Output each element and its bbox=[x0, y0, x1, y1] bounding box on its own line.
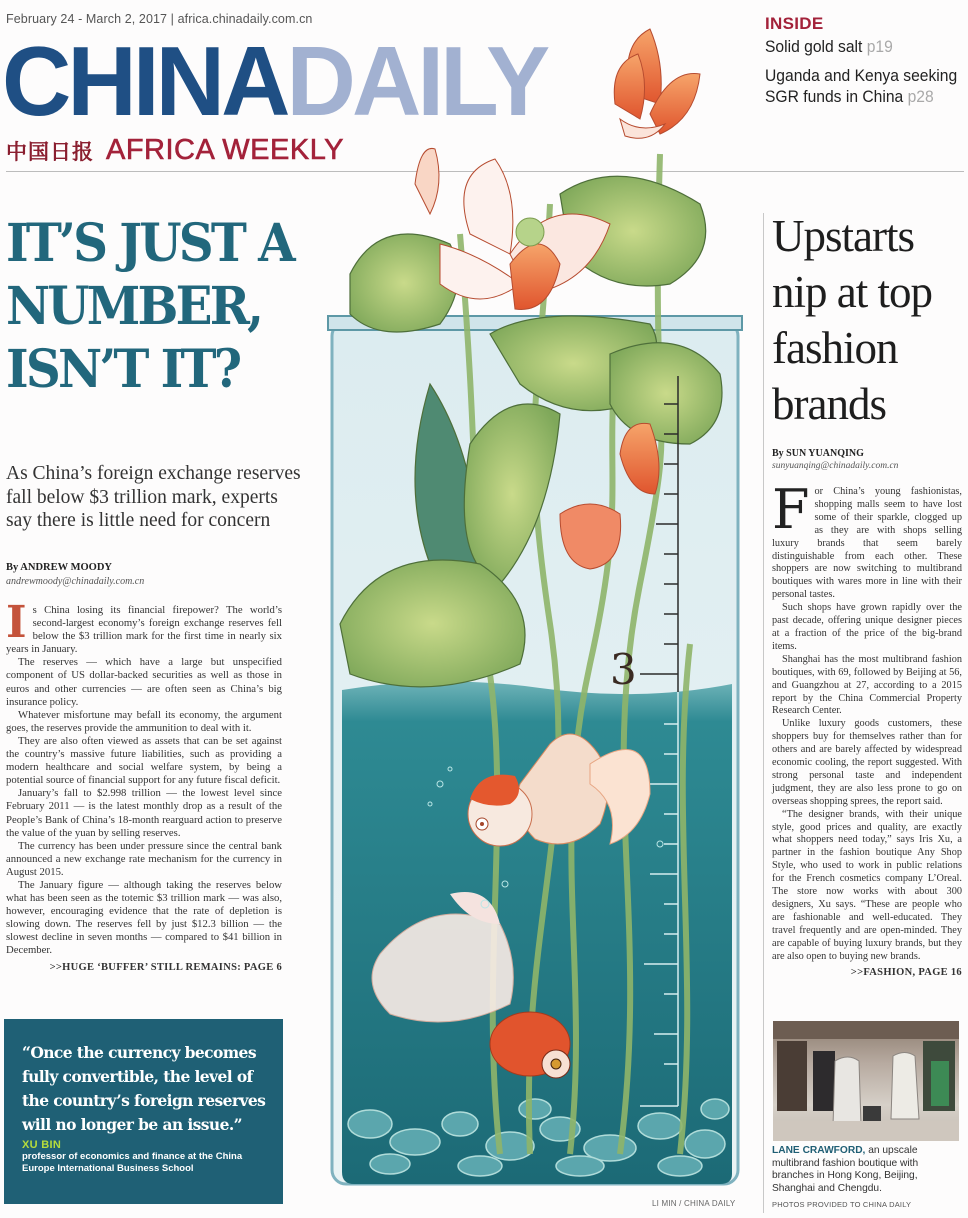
pull-quote-box bbox=[4, 1019, 283, 1204]
dateline: February 24 - March 2, 2017 | africa.chinadaily.com.cn bbox=[6, 12, 313, 26]
paragraph: The currency has been under pressure since the central bank announced a new exchange rate mechanism for the currency in August 2015. bbox=[6, 839, 282, 878]
logo-daily: DAILY bbox=[286, 26, 547, 136]
side-article-body bbox=[772, 478, 962, 979]
dropcap: F bbox=[772, 478, 810, 541]
caption-subject: LANE CRAWFORD, bbox=[772, 1145, 866, 1156]
headline-line: ISN’T IT? bbox=[6, 339, 240, 400]
edition-banner bbox=[6, 134, 344, 167]
illustration-credit: LI MIN / CHINA DAILY bbox=[652, 1199, 736, 1208]
lead-deck: As China’s foreign exchange reserves fall below $3 trillion mark, experts say there is little need for concern bbox=[6, 463, 301, 531]
paragraph: Shanghai has the most multibrand fashion boutiques, with 69, followed by Beijing at 56, and Guangzhou at 27, according to a 2015 report by the China Commercial Property Research Center. bbox=[772, 653, 962, 717]
boutique-photo bbox=[773, 1021, 959, 1141]
teaser-item[interactable] bbox=[765, 65, 963, 107]
lead-article-body bbox=[6, 597, 282, 974]
paragraph: Such shops have grown rapidly over the past decade, offering unique designer pieces at a fraction of the price of the big-brand items. bbox=[772, 602, 962, 652]
headline-line: IT’S JUST A bbox=[6, 213, 293, 274]
pull-quote-name: XU BIN bbox=[22, 1139, 62, 1151]
side-jump-link[interactable]: >>FASHION, PAGE 16 bbox=[850, 966, 962, 978]
paragraph: January’s fall to $2.998 trillion — the lowest level since February 2011 — is the latest monthly drop as a result of the People’s Bank of China’s 18-month rearguard action to preserve the value of the yuan by selling reserves. bbox=[6, 787, 282, 839]
side-byline: By SUN YUANQING bbox=[772, 448, 864, 459]
inside-teasers bbox=[765, 14, 965, 107]
lead-author-email[interactable]: andrewmoody@chinadaily.com.cn bbox=[6, 576, 145, 587]
pull-quote-title: professor of economics and finance at the China Europe International Business School bbox=[22, 1151, 243, 1174]
photo-caption bbox=[772, 1145, 962, 1195]
paragraph: The reserves — which have a large but unspecified component of US dollar-backed securities as well as those in euros and other currencies — are often seen as China’s big insurance policy. bbox=[6, 656, 282, 708]
paragraph: “The designer brands, with their unique style, good prices and quality, are exactly what shoppers need today,” says Iris Xu, a partner in the fashion boutique Any Shop Style, who used to work in public relations for the French cosmetics company L’Oreal. The store now works with about 300 designers, Xu says. “These are people who are fashionable and well-educated. They travel frequently and are open-minded. They are capable of buying luxury brands, but they are also open to buying new brands. bbox=[772, 808, 962, 962]
lead-headline[interactable] bbox=[6, 212, 313, 401]
caption-text: an upscale multibrand fashion boutique with branches in Hong Kong, Beijing, Shanghai and Chengdu. bbox=[772, 1145, 919, 1194]
headline-line: NUMBER, bbox=[6, 276, 262, 337]
teaser-text: Solid gold salt bbox=[765, 37, 863, 56]
photo-credit: PHOTOS PROVIDED TO CHINA DAILY bbox=[772, 1200, 912, 1209]
ruler-label: 3 bbox=[610, 645, 637, 694]
side-author-email[interactable]: sunyuanqing@chinadaily.com.cn bbox=[772, 461, 899, 471]
paragraph: Unlike luxury goods customers, these shoppers buy for themselves rather than for others and are barely affected by widespread economic cooling, the report suggested. With strong personal taste and independent judgment, they are also less prone to go on overseas shopping sprees, the report said. bbox=[772, 718, 962, 807]
paragraph: They are also often viewed as assets that can be set against the country’s massive future liabilities, such as providing a modern healthcare and social welfare system, by being a potential source of financial support for any future fiscal deficit. bbox=[6, 734, 282, 787]
lead-byline: By ANDREW MOODY bbox=[6, 562, 112, 573]
pull-quote-text: “Once the currency becomes fully convertible, the level of the country’s foreign reserves will no longer be an issue.” bbox=[22, 1043, 266, 1134]
column-divider bbox=[763, 213, 764, 1213]
inside-label: INSIDE bbox=[765, 14, 824, 33]
dropcap: I bbox=[6, 597, 27, 648]
photo-image bbox=[773, 1021, 959, 1141]
lead-jump-link[interactable]: >>HUGE ‘BUFFER’ STILL REMAINS: PAGE 6 bbox=[49, 961, 282, 973]
chinese-name: 中国日报 bbox=[6, 138, 94, 164]
teaser-page: p28 bbox=[907, 87, 934, 106]
teaser-text: Uganda and Kenya seeking SGR funds in China bbox=[765, 66, 958, 106]
teaser-page: p19 bbox=[866, 37, 893, 56]
teaser-item[interactable] bbox=[765, 36, 963, 57]
paragraph: The January figure — although taking the reserves below what has been seen as the totemic $3 trillion mark — was also, however, encouraging evidence that the rate of depletion is slowing down. The reserves fell by just $12.3 billion — the slowest decline in seven months — compared to $41 billion in December. bbox=[6, 878, 282, 957]
edition-name: AFRICA WEEKLY bbox=[106, 134, 345, 166]
logo-china: CHINA bbox=[2, 26, 287, 136]
illustration-art bbox=[320, 24, 760, 1194]
paragraph: s China losing its financial firepower? The world’s second-largest economy’s foreign exchange reserves fell below the $3 trillion mark for the first time in nearly six years in January. bbox=[6, 604, 282, 656]
paragraph: or China’s young fashionistas, shopping malls seem to have lost some of their sparkle, clogged up as they are with shops selling luxury brands that seem barely distinguishable from each other. These shoppers are now switching to multibrand boutiques with wares more in line with their personal tastes. bbox=[772, 486, 962, 601]
side-headline[interactable]: Upstarts nip at top fashion brands bbox=[772, 211, 932, 429]
paragraph: Whatever misfortune may befall its economy, the argument goes, the reserves provide the ammunition to deal with it. bbox=[6, 708, 282, 734]
lotus-goldfish-illustration bbox=[320, 24, 760, 1194]
